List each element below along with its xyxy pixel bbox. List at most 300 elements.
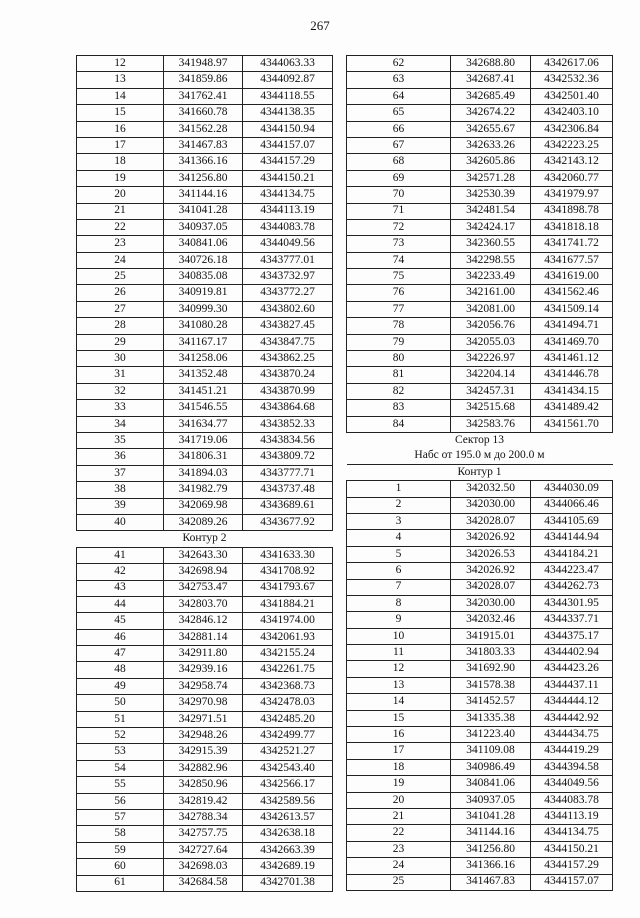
x-coordinate-cell: 342633.26	[451, 137, 531, 153]
x-coordinate-cell: 342948.26	[164, 728, 243, 744]
y-coordinate-cell: 4344134.75	[531, 825, 613, 841]
x-coordinate-cell: 342727.64	[164, 842, 243, 858]
x-coordinate-cell: 342571.28	[451, 170, 531, 186]
point-number-cell: 17	[347, 743, 451, 759]
table-row	[347, 56, 613, 72]
table-row	[347, 874, 613, 890]
y-coordinate-cell: 4344118.55	[243, 88, 333, 104]
x-coordinate-cell: 341915.01	[451, 628, 531, 644]
x-coordinate-cell: 341041.28	[451, 808, 531, 824]
y-coordinate-cell: 4342701.38	[243, 875, 333, 891]
point-number-cell: 14	[77, 88, 164, 104]
y-coordinate-cell: 4342403.10	[531, 105, 613, 121]
y-coordinate-cell: 4341884.21	[243, 596, 333, 612]
point-number-cell: 12	[347, 661, 451, 677]
table-row	[347, 628, 613, 644]
point-number-cell: 24	[347, 858, 451, 874]
point-number-cell: 25	[347, 874, 451, 890]
point-number-cell: 26	[77, 285, 164, 301]
table-row	[347, 661, 613, 677]
table-row	[347, 105, 613, 121]
y-coordinate-cell: 4341979.97	[531, 187, 613, 203]
table-row	[347, 513, 613, 529]
x-coordinate-cell: 341806.31	[164, 449, 243, 465]
table-row	[77, 269, 333, 285]
table-row	[347, 219, 613, 235]
table-row	[77, 842, 333, 858]
y-coordinate-cell: 4342368.73	[243, 678, 333, 694]
point-number-cell: 74	[347, 252, 451, 268]
x-coordinate-cell: 341080.28	[164, 318, 243, 334]
y-coordinate-cell: 4344157.07	[243, 137, 333, 153]
point-number-cell: 14	[347, 694, 451, 710]
point-number-cell: 65	[347, 105, 451, 121]
x-coordinate-cell: 341692.90	[451, 661, 531, 677]
point-number-cell: 22	[77, 219, 164, 235]
table-row	[347, 710, 613, 726]
point-number-cell: 20	[77, 187, 164, 203]
point-number-cell: 23	[77, 236, 164, 252]
y-coordinate-cell: 4344083.78	[243, 219, 333, 235]
x-coordinate-cell: 340841.06	[451, 776, 531, 792]
point-number-cell: 31	[77, 367, 164, 383]
y-coordinate-cell: 4344402.94	[531, 645, 613, 661]
x-coordinate-cell: 341109.08	[451, 743, 531, 759]
point-number-cell: 8	[347, 595, 451, 611]
point-number-cell: 45	[77, 613, 164, 629]
table-row	[77, 875, 333, 891]
y-coordinate-cell: 4342478.03	[243, 695, 333, 711]
table-row	[77, 301, 333, 317]
table-row	[77, 465, 333, 481]
y-coordinate-cell: 4343827.45	[243, 318, 333, 334]
y-coordinate-cell: 4341974.00	[243, 613, 333, 629]
x-coordinate-cell: 342457.31	[451, 383, 531, 399]
point-number-cell: 71	[347, 203, 451, 219]
point-number-cell: 15	[77, 105, 164, 121]
table-row	[77, 646, 333, 662]
y-coordinate-cell: 4344442.92	[531, 710, 613, 726]
table-row	[347, 546, 613, 562]
point-number-cell: 13	[77, 72, 164, 88]
table-row	[347, 154, 613, 170]
table-row	[77, 744, 333, 760]
point-number-cell: 21	[347, 808, 451, 824]
table-row	[347, 645, 613, 661]
y-coordinate-cell: 4343870.24	[243, 367, 333, 383]
x-coordinate-cell: 342850.96	[164, 777, 243, 793]
y-coordinate-cell: 4344049.56	[243, 236, 333, 252]
point-number-cell: 20	[347, 792, 451, 808]
x-coordinate-cell: 342028.07	[451, 513, 531, 529]
point-number-cell: 67	[347, 137, 451, 153]
x-coordinate-cell: 341041.28	[164, 203, 243, 219]
point-number-cell: 55	[77, 777, 164, 793]
point-number-cell: 78	[347, 318, 451, 334]
x-coordinate-cell: 342069.98	[164, 498, 243, 514]
y-coordinate-cell: 4344337.71	[531, 612, 613, 628]
point-number-cell: 37	[77, 465, 164, 481]
x-coordinate-cell: 340999.30	[164, 301, 243, 317]
y-coordinate-cell: 4341494.71	[531, 318, 613, 334]
x-coordinate-cell: 341859.86	[164, 72, 243, 88]
y-coordinate-cell: 4342261.75	[243, 662, 333, 678]
point-number-cell: 66	[347, 121, 451, 137]
y-coordinate-cell: 4342689.19	[243, 859, 333, 875]
table-row	[347, 121, 613, 137]
point-number-cell: 69	[347, 170, 451, 186]
x-coordinate-cell: 342688.80	[451, 56, 531, 72]
point-number-cell: 63	[347, 72, 451, 88]
y-coordinate-cell: 4342499.77	[243, 728, 333, 744]
x-coordinate-cell: 342939.16	[164, 662, 243, 678]
y-coordinate-cell: 4344113.19	[243, 203, 333, 219]
x-coordinate-cell: 342698.03	[164, 859, 243, 875]
point-number-cell: 23	[347, 841, 451, 857]
x-coordinate-cell: 342032.50	[451, 481, 531, 497]
table-row	[77, 187, 333, 203]
table-row	[77, 318, 333, 334]
point-number-cell: 2	[347, 497, 451, 513]
rows-top	[347, 56, 613, 433]
point-number-cell: 15	[347, 710, 451, 726]
table-row	[77, 580, 333, 596]
point-number-cell: 57	[77, 809, 164, 825]
y-coordinate-cell: 4341818.18	[531, 219, 613, 235]
point-number-cell: 27	[77, 301, 164, 317]
table-row	[77, 252, 333, 268]
table-row	[347, 351, 613, 367]
table-row	[77, 826, 333, 842]
x-coordinate-cell: 342226.97	[451, 351, 531, 367]
table-row	[77, 154, 333, 170]
point-number-cell: 52	[77, 728, 164, 744]
y-coordinate-cell: 4344150.21	[531, 841, 613, 857]
x-coordinate-cell: 340726.18	[164, 252, 243, 268]
point-number-cell: 11	[347, 645, 451, 661]
point-number-cell: 64	[347, 88, 451, 104]
table-row	[77, 564, 333, 580]
point-number-cell: 41	[77, 547, 164, 563]
x-coordinate-cell: 340937.05	[164, 219, 243, 235]
point-number-cell: 3	[347, 513, 451, 529]
table-row	[77, 351, 333, 367]
y-coordinate-cell: 4344138.35	[243, 105, 333, 121]
y-coordinate-cell: 4344419.29	[531, 743, 613, 759]
table-row	[77, 236, 333, 252]
y-coordinate-cell: 4343677.92	[243, 514, 333, 530]
x-coordinate-cell: 342685.49	[451, 88, 531, 104]
table-row	[347, 759, 613, 775]
y-coordinate-cell: 4342501.40	[531, 88, 613, 104]
y-coordinate-cell: 4344157.07	[531, 874, 613, 890]
y-coordinate-cell: 4343870.99	[243, 383, 333, 399]
y-coordinate-cell: 4342532.36	[531, 72, 613, 88]
y-coordinate-cell: 4341793.67	[243, 580, 333, 596]
y-coordinate-cell: 4344157.29	[531, 858, 613, 874]
table-row	[347, 776, 613, 792]
y-coordinate-cell: 4342155.24	[243, 646, 333, 662]
table-row	[347, 497, 613, 513]
point-number-cell: 16	[347, 727, 451, 743]
point-number-cell: 54	[77, 760, 164, 776]
table-row	[347, 677, 613, 693]
point-number-cell: 46	[77, 629, 164, 645]
table-row	[347, 137, 613, 153]
x-coordinate-cell: 341982.79	[164, 482, 243, 498]
x-coordinate-cell: 341366.16	[451, 858, 531, 874]
y-coordinate-cell: 4341633.30	[243, 547, 333, 563]
point-number-cell: 38	[77, 482, 164, 498]
x-coordinate-cell: 341803.33	[451, 645, 531, 661]
y-coordinate-cell: 4341677.57	[531, 252, 613, 268]
y-coordinate-cell: 4343864.68	[243, 400, 333, 416]
point-number-cell: 34	[77, 416, 164, 432]
point-number-cell: 16	[77, 121, 164, 137]
y-coordinate-cell: 4342589.56	[243, 793, 333, 809]
x-coordinate-cell: 341467.83	[164, 137, 243, 153]
table-row	[77, 711, 333, 727]
y-coordinate-cell: 4341562.46	[531, 285, 613, 301]
point-number-cell: 61	[77, 875, 164, 891]
y-coordinate-cell: 4344083.78	[531, 792, 613, 808]
x-coordinate-cell: 341546.55	[164, 400, 243, 416]
point-number-cell: 32	[77, 383, 164, 399]
point-number-cell: 80	[347, 351, 451, 367]
table-row	[77, 56, 333, 72]
point-number-cell: 53	[77, 744, 164, 760]
x-coordinate-cell: 342803.70	[164, 596, 243, 612]
contour-label: Контур 1	[347, 464, 613, 480]
point-number-cell: 19	[77, 170, 164, 186]
table-row	[347, 808, 613, 824]
y-coordinate-cell: 4343777.71	[243, 465, 333, 481]
x-coordinate-cell: 342757.75	[164, 826, 243, 842]
table-row	[347, 334, 613, 350]
table-row	[77, 203, 333, 219]
point-number-cell: 42	[77, 564, 164, 580]
y-coordinate-cell: 4344150.94	[243, 121, 333, 137]
point-number-cell: 51	[77, 711, 164, 727]
y-coordinate-cell: 4342306.84	[531, 121, 613, 137]
table-row	[347, 318, 613, 334]
point-number-cell: 79	[347, 334, 451, 350]
point-number-cell: 44	[77, 596, 164, 612]
y-coordinate-cell: 4344066.46	[531, 497, 613, 513]
table-row	[347, 579, 613, 595]
y-coordinate-cell: 4341898.78	[531, 203, 613, 219]
x-coordinate-cell: 341578.38	[451, 677, 531, 693]
y-coordinate-cell: 4341708.92	[243, 564, 333, 580]
x-coordinate-cell: 341144.16	[451, 825, 531, 841]
x-coordinate-cell: 342674.22	[451, 105, 531, 121]
x-coordinate-cell: 341762.41	[164, 88, 243, 104]
table-row	[347, 825, 613, 841]
x-coordinate-cell: 342026.92	[451, 563, 531, 579]
table-row	[347, 612, 613, 628]
table-row	[77, 547, 333, 563]
y-coordinate-cell: 4341461.12	[531, 351, 613, 367]
x-coordinate-cell: 342089.26	[164, 514, 243, 530]
table-row	[77, 498, 333, 514]
y-coordinate-cell: 4341434.15	[531, 383, 613, 399]
x-coordinate-cell: 342846.12	[164, 613, 243, 629]
table-row	[347, 563, 613, 579]
x-coordinate-cell: 341719.06	[164, 432, 243, 448]
y-coordinate-cell: 4341509.14	[531, 301, 613, 317]
point-number-cell: 25	[77, 269, 164, 285]
point-number-cell: 17	[77, 137, 164, 153]
section-row	[77, 531, 333, 547]
sector-subtitle-row	[347, 448, 613, 464]
y-coordinate-cell: 4342617.06	[531, 56, 613, 72]
y-coordinate-cell: 4343737.48	[243, 482, 333, 498]
table-row	[347, 841, 613, 857]
table-row	[77, 285, 333, 301]
point-number-cell: 58	[77, 826, 164, 842]
x-coordinate-cell: 342204.14	[451, 367, 531, 383]
table-row	[347, 203, 613, 219]
table-row	[77, 416, 333, 432]
table-row	[77, 334, 333, 350]
point-number-cell: 84	[347, 416, 451, 432]
point-number-cell: 10	[347, 628, 451, 644]
point-number-cell: 29	[77, 334, 164, 350]
x-coordinate-cell: 342643.30	[164, 547, 243, 563]
point-number-cell: 76	[347, 285, 451, 301]
table-row	[77, 170, 333, 186]
contour-label: Контур 2	[77, 531, 333, 547]
table-row	[347, 252, 613, 268]
x-coordinate-cell: 342056.76	[451, 318, 531, 334]
x-coordinate-cell: 342698.94	[164, 564, 243, 580]
x-coordinate-cell: 342655.67	[451, 121, 531, 137]
table-row	[77, 596, 333, 612]
table-row	[77, 760, 333, 776]
table-row	[77, 432, 333, 448]
coordinates-table-right	[346, 55, 613, 891]
point-number-cell: 60	[77, 859, 164, 875]
x-coordinate-cell: 342233.49	[451, 269, 531, 285]
y-coordinate-cell: 4342663.39	[243, 842, 333, 858]
point-number-cell: 68	[347, 154, 451, 170]
x-coordinate-cell: 341451.21	[164, 383, 243, 399]
x-coordinate-cell: 342360.55	[451, 236, 531, 252]
x-coordinate-cell: 342298.55	[451, 252, 531, 268]
x-coordinate-cell: 342911.80	[164, 646, 243, 662]
y-coordinate-cell: 4343732.97	[243, 269, 333, 285]
point-number-cell: 5	[347, 546, 451, 562]
x-coordinate-cell: 342530.39	[451, 187, 531, 203]
table-row	[77, 367, 333, 383]
x-coordinate-cell: 342424.17	[451, 219, 531, 235]
point-number-cell: 48	[77, 662, 164, 678]
table-row	[77, 88, 333, 104]
x-coordinate-cell: 341366.16	[164, 154, 243, 170]
x-coordinate-cell: 342753.47	[164, 580, 243, 596]
point-number-cell: 18	[347, 759, 451, 775]
x-coordinate-cell: 342605.86	[451, 154, 531, 170]
table-row	[77, 629, 333, 645]
coordinates-table-left	[76, 55, 333, 892]
table-row	[77, 219, 333, 235]
y-coordinate-cell: 4344063.33	[243, 56, 333, 72]
table-row	[77, 809, 333, 825]
y-coordinate-cell: 4344049.56	[531, 776, 613, 792]
table-row	[347, 530, 613, 546]
y-coordinate-cell: 4343834.56	[243, 432, 333, 448]
point-number-cell: 9	[347, 612, 451, 628]
table-row	[77, 72, 333, 88]
table-row	[347, 236, 613, 252]
x-coordinate-cell: 340919.81	[164, 285, 243, 301]
y-coordinate-cell: 4342543.40	[243, 760, 333, 776]
x-coordinate-cell: 342881.14	[164, 629, 243, 645]
point-number-cell: 47	[77, 646, 164, 662]
sector-title-row	[347, 432, 613, 448]
point-number-cell: 75	[347, 269, 451, 285]
table-row	[347, 301, 613, 317]
x-coordinate-cell: 342958.74	[164, 678, 243, 694]
point-number-cell: 72	[347, 219, 451, 235]
point-number-cell: 73	[347, 236, 451, 252]
x-coordinate-cell: 341467.83	[451, 874, 531, 890]
x-coordinate-cell: 342161.00	[451, 285, 531, 301]
point-number-cell: 4	[347, 530, 451, 546]
y-coordinate-cell: 4343809.72	[243, 449, 333, 465]
y-coordinate-cell: 4344262.73	[531, 579, 613, 595]
rows-bottom	[347, 481, 613, 891]
point-number-cell: 36	[77, 449, 164, 465]
y-coordinate-cell: 4342061.93	[243, 629, 333, 645]
x-coordinate-cell: 341223.40	[451, 727, 531, 743]
point-number-cell: 1	[347, 481, 451, 497]
y-coordinate-cell: 4342485.20	[243, 711, 333, 727]
sector-13-block	[347, 432, 613, 480]
x-coordinate-cell: 342481.54	[451, 203, 531, 219]
point-number-cell: 83	[347, 400, 451, 416]
y-coordinate-cell: 4344134.75	[243, 187, 333, 203]
table-row	[77, 728, 333, 744]
contour-2-block	[77, 531, 333, 547]
x-coordinate-cell: 341167.17	[164, 334, 243, 350]
point-number-cell: 40	[77, 514, 164, 530]
x-coordinate-cell: 342971.51	[164, 711, 243, 727]
y-coordinate-cell: 4344144.94	[531, 530, 613, 546]
y-coordinate-cell: 4344301.95	[531, 595, 613, 611]
table-row	[77, 793, 333, 809]
x-coordinate-cell: 342882.96	[164, 760, 243, 776]
x-coordinate-cell: 342515.68	[451, 400, 531, 416]
point-number-cell: 19	[347, 776, 451, 792]
table-row	[77, 449, 333, 465]
point-number-cell: 59	[77, 842, 164, 858]
point-number-cell: 12	[77, 56, 164, 72]
table-row	[347, 416, 613, 432]
point-number-cell: 24	[77, 252, 164, 268]
x-coordinate-cell: 342687.41	[451, 72, 531, 88]
table-row	[77, 105, 333, 121]
y-coordinate-cell: 4343852.33	[243, 416, 333, 432]
point-number-cell: 82	[347, 383, 451, 399]
x-coordinate-cell: 340986.49	[451, 759, 531, 775]
y-coordinate-cell: 4344150.21	[243, 170, 333, 186]
page-number: 267	[310, 18, 330, 33]
y-coordinate-cell: 4343847.75	[243, 334, 333, 350]
y-coordinate-cell: 4344375.17	[531, 628, 613, 644]
table-row	[347, 367, 613, 383]
table-row	[347, 285, 613, 301]
